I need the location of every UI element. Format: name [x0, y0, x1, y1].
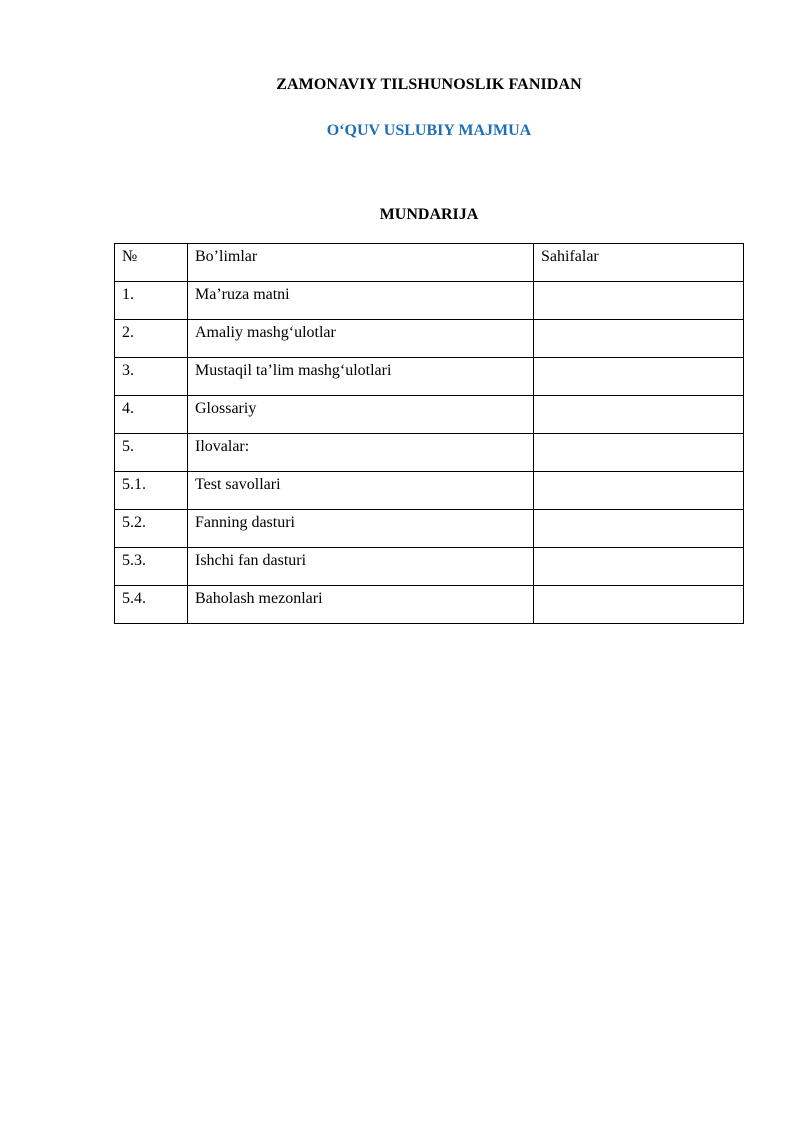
table-row: [115, 510, 744, 548]
row-pages: [534, 434, 744, 472]
row-section: Mustaqil ta’lim mashg‘ulotlari: [188, 358, 534, 396]
table-row: [115, 586, 744, 624]
row-pages: [534, 510, 744, 548]
row-num: 3.: [115, 358, 188, 396]
row-pages: [534, 320, 744, 358]
row-num: 4.: [115, 396, 188, 434]
row-num: 5.: [115, 434, 188, 472]
row-num: 5.3.: [115, 548, 188, 586]
row-num: 1.: [115, 282, 188, 320]
table-row: [115, 548, 744, 586]
table-row: [115, 396, 744, 434]
row-section: Ilovalar:: [188, 434, 534, 472]
header-section: Bo’limlar: [188, 244, 534, 282]
toc-heading: MUNDARIJA: [379, 206, 479, 223]
row-section: Amaliy mashg‘ulotlar: [188, 320, 534, 358]
row-section: Test savollari: [188, 472, 534, 510]
header-pages: Sahifalar: [534, 244, 744, 282]
row-pages: [534, 358, 744, 396]
row-num: 5.1.: [115, 472, 188, 510]
header-num: №: [115, 244, 188, 282]
row-section: Fanning dasturi: [188, 510, 534, 548]
row-pages: [534, 472, 744, 510]
row-section: Baholash mezonlari: [188, 586, 534, 624]
row-num: 5.4.: [115, 586, 188, 624]
table-row: [115, 434, 744, 472]
table-row: [115, 282, 744, 320]
row-num: 5.2.: [115, 510, 188, 548]
page-title: ZAMONAVIY TILSHUNOSLIK FANIDAN: [276, 76, 582, 93]
row-num: 2.: [115, 320, 188, 358]
table-row: [115, 320, 744, 358]
row-section: Glossariy: [188, 396, 534, 434]
table-row: [115, 472, 744, 510]
row-section: Ishchi fan dasturi: [188, 548, 534, 586]
row-pages: [534, 586, 744, 624]
toc-header-row: [115, 244, 744, 282]
row-pages: [534, 396, 744, 434]
table-row: [115, 358, 744, 396]
row-pages: [534, 282, 744, 320]
row-section: Ma’ruza matni: [188, 282, 534, 320]
page-subtitle: O‘QUV USLUBIY MAJMUA: [326, 122, 532, 139]
row-pages: [534, 548, 744, 586]
toc-table: [114, 243, 744, 624]
